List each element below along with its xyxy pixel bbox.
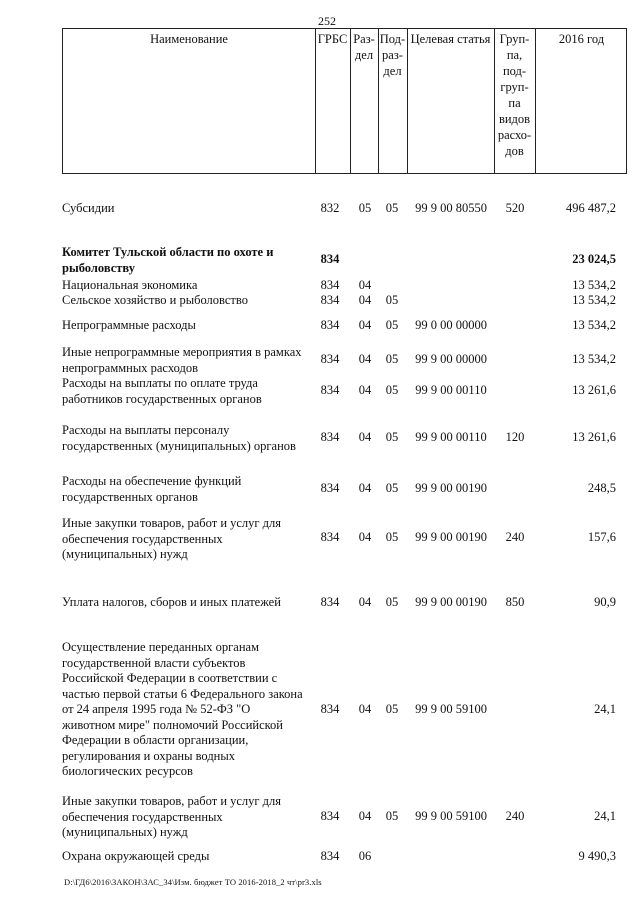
cell-cs: 99 9 00 00000 bbox=[415, 352, 487, 366]
cell-grbs: 834 bbox=[320, 530, 340, 544]
row-name-line: Непрограммные расходы bbox=[62, 318, 196, 332]
header-group-line: груп- bbox=[500, 80, 529, 94]
header-razdel-line: Раз- bbox=[353, 32, 375, 46]
header-podrazdel bbox=[378, 31, 407, 79]
cell-grbs: 834 bbox=[320, 849, 340, 863]
cell-cs: 99 9 00 59100 bbox=[415, 702, 487, 716]
cell-sum: 90,9 bbox=[594, 595, 616, 609]
header-razdel bbox=[350, 31, 378, 63]
row-name-line: Сельское хозяйство и рыболовство bbox=[62, 293, 248, 307]
header-group-line: па bbox=[508, 96, 521, 110]
header-name: Наименование bbox=[150, 32, 228, 46]
cell-sum: 13 261,6 bbox=[572, 383, 616, 397]
cell-rz: 04 bbox=[358, 383, 372, 397]
cell-sum: 13 534,2 bbox=[572, 293, 616, 307]
cell-grbs: 834 bbox=[320, 481, 340, 495]
row-name-line: животном мире" полномочий Российской bbox=[62, 717, 283, 732]
row-name bbox=[62, 293, 312, 309]
cell-rz: 04 bbox=[358, 352, 372, 366]
cell-rz: 04 bbox=[358, 293, 372, 307]
header-group bbox=[494, 31, 535, 159]
row-name bbox=[62, 318, 312, 334]
cell-cs: 99 9 00 00110 bbox=[415, 430, 487, 444]
row-name-line: биологических ресурсов bbox=[62, 764, 193, 778]
header-group-line: па, bbox=[506, 48, 523, 62]
row-name-line: рыболовству bbox=[62, 260, 135, 275]
column-divider bbox=[535, 29, 536, 173]
cell-vr: 850 bbox=[505, 595, 525, 609]
header-razdel-line: дел bbox=[354, 48, 374, 62]
cell-pr: 05 bbox=[385, 293, 399, 307]
row-name-line: работников государственных органов bbox=[62, 391, 262, 406]
row-name-line: Иные закупки товаров, работ и услуг для bbox=[62, 794, 282, 808]
cell-pr: 05 bbox=[385, 383, 399, 397]
header-group-line: под- bbox=[502, 64, 527, 78]
cell-grbs: 834 bbox=[320, 352, 340, 366]
cell-grbs: 834 bbox=[320, 595, 340, 609]
row-name bbox=[62, 201, 312, 217]
cell-cs: 99 9 00 00190 bbox=[415, 595, 487, 609]
row-name-line: от 24 апреля 1995 года № 52-ФЗ "О bbox=[62, 702, 251, 716]
column-divider bbox=[315, 29, 316, 173]
cell-rz: 04 bbox=[358, 481, 372, 495]
row-name-line: Осуществление переданных органам bbox=[62, 640, 259, 654]
header-grbs: ГРБС bbox=[317, 32, 348, 46]
cell-vr: 520 bbox=[505, 201, 525, 215]
row-name-line: Уплата налогов, сборов и иных платежей bbox=[62, 595, 281, 609]
cell-sum: 9 490,3 bbox=[578, 849, 616, 863]
cell-pr: 05 bbox=[385, 481, 399, 495]
cell-sum: 13 261,6 bbox=[572, 430, 616, 444]
cell-cs: 99 0 00 00000 bbox=[415, 318, 487, 332]
cell-pr: 05 bbox=[385, 318, 399, 332]
cell-pr: 05 bbox=[385, 352, 399, 366]
cell-vr: 240 bbox=[505, 809, 525, 823]
cell-cs: 99 9 00 00110 bbox=[415, 383, 487, 397]
row-name-line: государственной власти субъектов bbox=[62, 655, 246, 670]
cell-pr: 05 bbox=[385, 530, 399, 544]
row-name-line: Расходы на выплаты по оплате труда bbox=[62, 376, 258, 390]
cell-rz: 04 bbox=[358, 702, 372, 716]
cell-sum: 248,5 bbox=[587, 481, 616, 495]
cell-rz: 04 bbox=[358, 809, 372, 823]
cell-grbs: 834 bbox=[320, 383, 340, 397]
cell-sum: 13 534,2 bbox=[572, 352, 616, 366]
row-name-line: (муниципальных) нужд bbox=[62, 547, 188, 561]
cell-grbs: 834 bbox=[320, 702, 340, 716]
row-name-line: частью первой статьи 6 Федерального закона bbox=[62, 686, 303, 701]
cell-pr: 05 bbox=[385, 595, 399, 609]
cell-grbs: 834 bbox=[320, 809, 340, 823]
cell-pr: 05 bbox=[385, 430, 399, 444]
header-group-line: расхо- bbox=[497, 128, 532, 142]
cell-grbs: 834 bbox=[320, 293, 340, 307]
row-name-line: Расходы на выплаты персоналу bbox=[62, 423, 230, 437]
row-name-line: обеспечения государственных bbox=[62, 531, 223, 546]
row-name bbox=[62, 278, 312, 294]
header-year: 2016 год bbox=[558, 32, 605, 46]
cell-rz: 04 bbox=[358, 430, 372, 444]
cell-rz: 04 bbox=[358, 318, 372, 332]
cell-rz: 04 bbox=[358, 530, 372, 544]
cell-pr: 05 bbox=[385, 809, 399, 823]
cell-rz: 05 bbox=[358, 201, 372, 215]
column-divider bbox=[407, 29, 408, 173]
header-group-line: видов bbox=[498, 112, 531, 126]
cell-grbs: 834 bbox=[320, 252, 340, 266]
row-name bbox=[62, 474, 312, 505]
row-name bbox=[62, 640, 312, 780]
cell-grbs: 834 bbox=[320, 318, 340, 332]
cell-vr: 120 bbox=[505, 430, 525, 444]
row-name-line: Российской Федерации в соответствии с bbox=[62, 671, 278, 685]
cell-cs: 99 9 00 80550 bbox=[415, 201, 487, 215]
cell-sum: 13 534,2 bbox=[572, 318, 616, 332]
cell-grbs: 834 bbox=[320, 430, 340, 444]
file-path-footer: D:\ГД6\2016\ЗАКОН\ЗАС_34\Изм. бюджет ТО 2016-2018_2 чт\pr3.xls bbox=[64, 877, 322, 887]
cell-rz: 04 bbox=[358, 278, 372, 292]
row-name-line: Субсидии bbox=[62, 201, 115, 215]
header-podrazdel-line: дел bbox=[383, 64, 402, 78]
cell-sum: 496 487,2 bbox=[566, 201, 616, 215]
row-name bbox=[62, 345, 312, 376]
cell-grbs: 834 bbox=[320, 278, 340, 292]
cell-cs: 99 9 00 00190 bbox=[415, 530, 487, 544]
cell-cs: 99 9 00 59100 bbox=[415, 809, 487, 823]
row-name bbox=[62, 516, 312, 563]
cell-vr: 240 bbox=[505, 530, 525, 544]
cell-rz: 04 bbox=[358, 595, 372, 609]
header-group-line: дов bbox=[505, 144, 524, 158]
cell-pr: 05 bbox=[385, 201, 399, 215]
row-name-line: Охрана окружающей среды bbox=[62, 849, 210, 863]
row-name-line: Расходы на обеспечение функций bbox=[62, 474, 242, 488]
row-name bbox=[62, 376, 312, 407]
row-name-line: Федерации в области организации, bbox=[62, 733, 249, 747]
row-name bbox=[62, 794, 312, 841]
row-name-line: обеспечения государственных bbox=[62, 809, 223, 824]
table-header bbox=[62, 28, 627, 174]
row-name bbox=[62, 595, 312, 611]
row-name bbox=[62, 849, 312, 865]
cell-sum: 157,6 bbox=[587, 530, 616, 544]
row-name bbox=[62, 245, 312, 276]
cell-sum: 23 024,5 bbox=[572, 252, 616, 266]
page-number: 252 bbox=[318, 14, 336, 28]
cell-sum: 24,1 bbox=[594, 702, 616, 716]
row-name-line: Национальная экономика bbox=[62, 278, 198, 292]
cell-grbs: 832 bbox=[320, 201, 340, 215]
cell-sum: 24,1 bbox=[594, 809, 616, 823]
row-name-line: государственных (муниципальных) органов bbox=[62, 438, 296, 453]
row-name-line: Иные непрограммные мероприятия в рамках bbox=[62, 345, 302, 359]
row-name-line: (муниципальных) нужд bbox=[62, 825, 188, 839]
header-podrazdel-line: раз- bbox=[382, 48, 403, 62]
cell-sum: 13 534,2 bbox=[572, 278, 616, 292]
row-name bbox=[62, 423, 312, 454]
header-group-line: Груп- bbox=[499, 32, 530, 46]
row-name-line: Иные закупки товаров, работ и услуг для bbox=[62, 516, 282, 530]
cell-cs: 99 9 00 00190 bbox=[415, 481, 487, 495]
cell-rz: 06 bbox=[358, 849, 372, 863]
row-name-line: государственных органов bbox=[62, 489, 198, 504]
cell-pr: 05 bbox=[385, 702, 399, 716]
row-name-line: непрограммных расходов bbox=[62, 360, 198, 375]
header-target: Целевая статья bbox=[410, 32, 491, 46]
row-name-line: регулирования и охраны водных bbox=[62, 748, 236, 763]
row-name-line: Комитет Тульской области по охоте и bbox=[62, 245, 274, 259]
header-podrazdel-line: Под- bbox=[379, 32, 406, 46]
